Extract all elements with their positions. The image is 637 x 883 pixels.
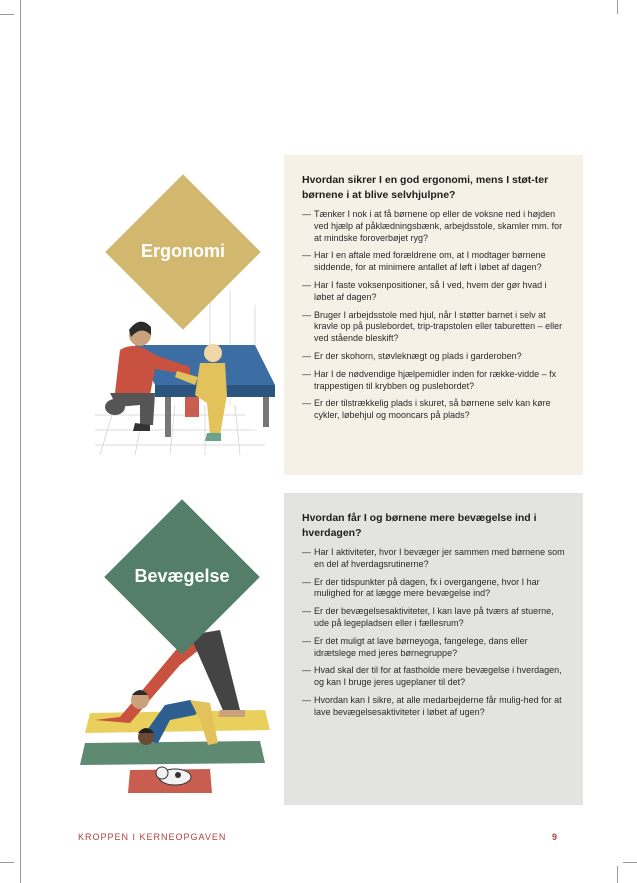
list-item: — Bruger I arbejdsstole med hjul, når I støtter barnet i selv at kravle op på puslebordet, trip-trapstolen eller taburetten – eller ved stående bleskift? bbox=[302, 309, 563, 344]
list-item: — Har I en aftale med forældrene om, at I modtager børnene siddende, for at minimere antallet af løft i løbet af dagen? bbox=[302, 250, 546, 273]
list-item: — Hvordan kan I sikre, at alle medarbejderne får mulig-hed for at lave bevægelsesaktiviteter i løbet af ugen? bbox=[302, 694, 562, 717]
footer-section-title: KROPPEN I KERNEOPGAVEN bbox=[78, 832, 227, 842]
list-item: — Er det muligt at lave børneyoga, fangelege, dans eller idrætslege med jeres børnegruppe? bbox=[302, 635, 528, 658]
bevaegelse-question-box bbox=[284, 493, 583, 805]
list-item: — Hvad skal der til for at fastholde mere bevægelse i hverdagen, og kan I bruge jeres ugeplaner til det? bbox=[302, 665, 562, 688]
bevaegelse-diamond-badge bbox=[104, 499, 260, 655]
list-item: — Har I faste voksenpositioner, så I ved, hvem der gør hvad i løbet af dagen? bbox=[302, 279, 547, 302]
crop-mark-bottom-right-v bbox=[617, 866, 618, 883]
list-item: — Tænker I nok i at få børnene op eller de voksne ned i højden ved hjælp af påklædningsbænk, arbejdsstole, skamler mm. for at mindske foroverbøjet ryg? bbox=[302, 209, 563, 243]
crop-mark-top-left-h bbox=[0, 14, 14, 15]
list-item: — Er der tidspunkter på dagen, fx i overgangene, hvor I har mulighed for at lægge mere bevægelse ind? bbox=[302, 576, 540, 599]
bevaegelse-question-list bbox=[302, 547, 565, 719]
page-number: 9 bbox=[552, 832, 558, 842]
crop-mark-bottom-left-h bbox=[0, 862, 14, 863]
crop-line-left bbox=[20, 0, 21, 883]
list-item: — Har I aktiviteter, hvor I bevæger jer sammen med børnene som en del af hverdagsrutinerne? bbox=[302, 547, 565, 569]
list-item: — Er der tilstrækkelig plads i skuret, så børnene selv kan køre cykler, løbehjul og mooncars på plads? bbox=[302, 398, 551, 421]
bevaegelse-heading: Hvordan får I og børnene mere bevægelse ind i hverdagen? bbox=[302, 512, 537, 539]
ergonomi-diamond-badge bbox=[105, 174, 261, 330]
crop-mark-bottom-right-h bbox=[623, 862, 637, 863]
list-item: — Er der skohorn, støvleknægt og plads i garderoben? bbox=[302, 350, 522, 361]
crop-mark-top-right bbox=[617, 0, 618, 14]
list-item: — Er der bevægelsesaktiviteter, I kan lave på tværs af stuerne, ude på legepladsen eller i fællesrum? bbox=[302, 606, 554, 628]
ergonomi-label: Ergonomi bbox=[141, 241, 225, 261]
ergonomi-question-list bbox=[302, 209, 565, 422]
bevaegelse-label: Bevægelse bbox=[134, 566, 230, 586]
list-item: — Har I de nødvendige hjælpemidler inden for række-vidde – fx trappestigen til krybben og puslebordet? bbox=[302, 368, 557, 391]
ergonomi-heading: Hvordan sikrer I en god ergonomi, mens I støt-ter børnene i at blive selvhjulpne? bbox=[302, 174, 549, 201]
ergonomi-question-box bbox=[284, 155, 583, 475]
